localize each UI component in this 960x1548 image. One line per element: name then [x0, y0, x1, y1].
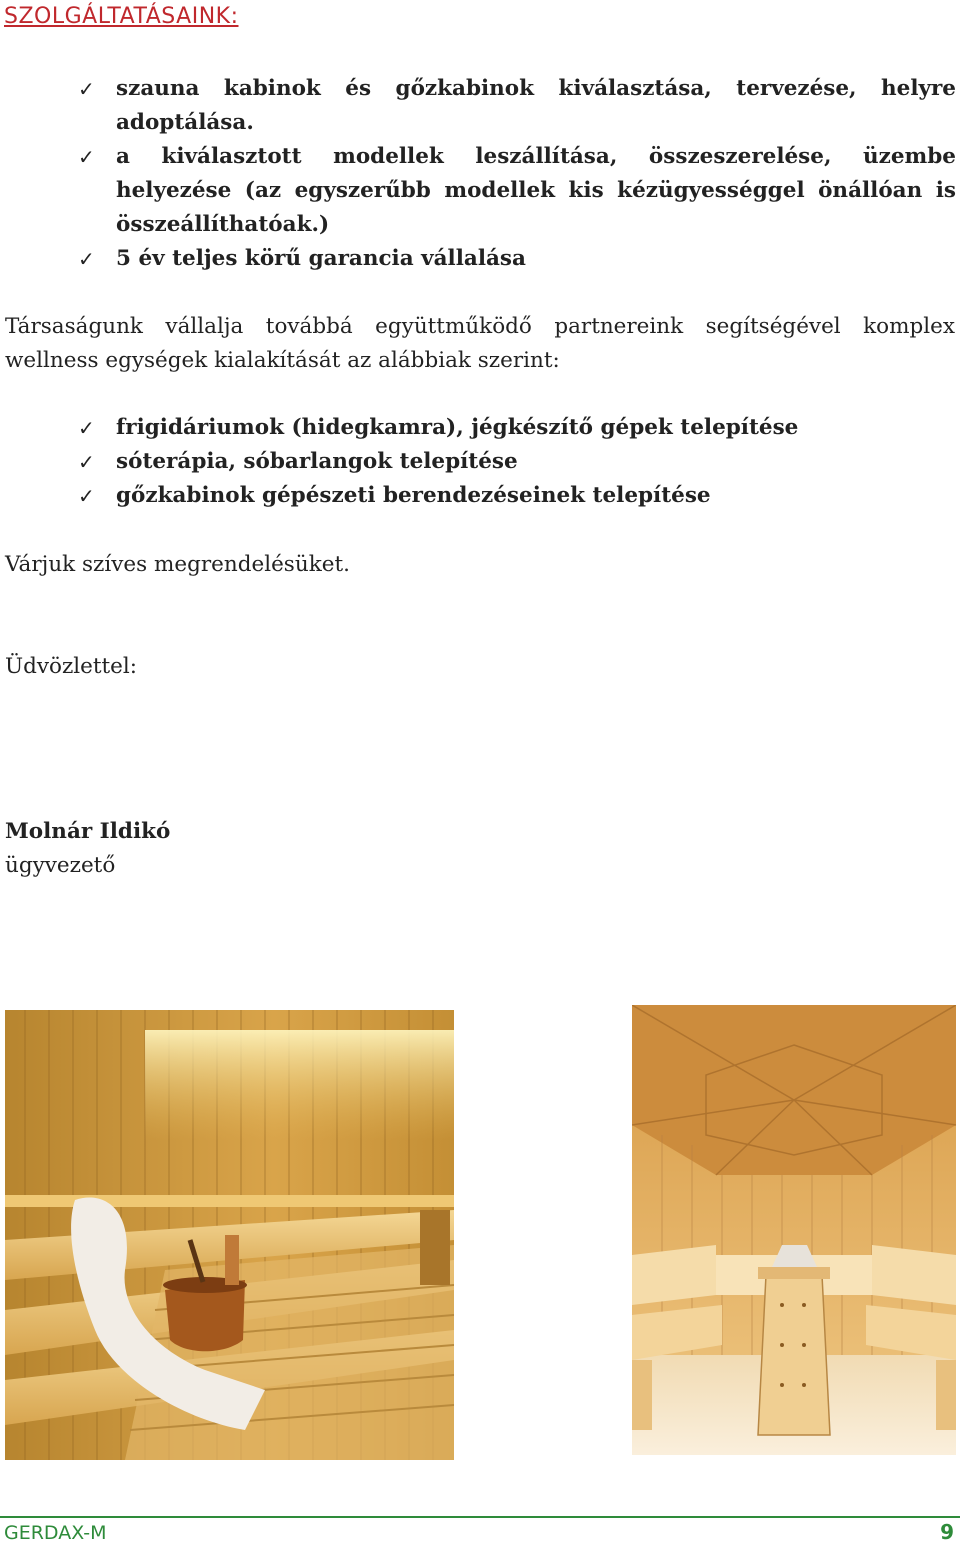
sauna-photo-left	[5, 1010, 454, 1460]
check-icon: ✓	[78, 247, 95, 271]
wellness-list	[0, 411, 956, 513]
list-item	[0, 242, 956, 276]
intro-paragraph: Társaságunk vállalja továbbá együttműködő partnereink segítségével komplex wellness egységek kialakítását az alábbiak szerint:	[5, 314, 955, 373]
sauna-photo-right	[632, 1005, 956, 1455]
page-number: 9	[940, 1520, 954, 1544]
section-heading: SZOLGÁLTATÁSAINK:	[4, 4, 239, 29]
list-item-text: 5 év teljes körű garancia vállalása	[116, 246, 526, 271]
greeting-line: Üdvözlettel:	[5, 654, 138, 679]
check-icon: ✓	[78, 145, 95, 169]
services-list	[0, 72, 956, 276]
closing-line: Várjuk szíves megrendelésüket.	[5, 552, 350, 577]
signature-name: Molnár Ildikó	[5, 819, 171, 844]
check-icon: ✓	[78, 450, 95, 474]
list-item	[0, 140, 956, 242]
check-icon: ✓	[78, 416, 95, 440]
footer-divider	[0, 1516, 960, 1518]
list-item-text: szauna kabinok és gőzkabinok kiválasztása, tervezése, helyre adoptálása.	[116, 76, 956, 135]
list-item	[0, 445, 956, 479]
check-icon: ✓	[78, 77, 95, 101]
list-item-text: gőzkabinok gépészeti berendezéseinek telepítése	[116, 483, 711, 508]
check-icon: ✓	[78, 484, 95, 508]
list-item	[0, 411, 956, 445]
list-item-text: a kiválasztott modellek leszállítása, összeszerelése, üzembe helyezése (az egyszerűbb modellek kis kézügyességgel önállóan is összeállíthatóak.)	[116, 144, 956, 237]
list-item	[0, 72, 956, 140]
list-item-text: sóterápia, sóbarlangok telepítése	[116, 449, 518, 474]
list-item-text: frigidáriumok (hidegkamra), jégkészítő gépek telepítése	[116, 415, 799, 440]
list-item	[0, 479, 956, 513]
signature-title: ügyvezető	[5, 853, 116, 878]
footer-company: GERDAX-M	[4, 1522, 107, 1544]
